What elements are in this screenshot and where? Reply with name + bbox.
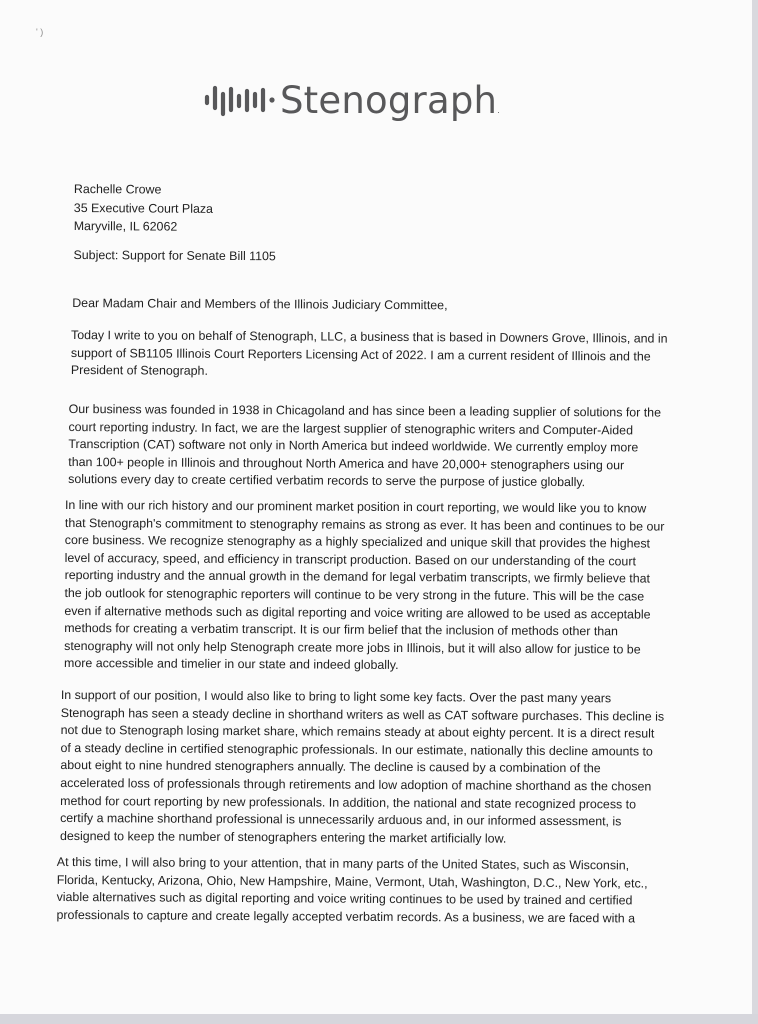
sender-street: 35 Executive Court Plaza — [73, 200, 213, 216]
paragraph-line: the job outlook for stenographic reporters will continue to be very strong in the future. This will be the case — [64, 585, 645, 604]
paragraph-3 — [64, 497, 665, 677]
paragraph-2 — [68, 401, 669, 493]
paragraph-line: reporting industry and the annual growth in the demand for legal verbatim transcripts, we firmly believe that — [64, 568, 651, 586]
paragraph-line: accelerated loss of professionals through retirements and low adoption of machine shorthand as the chosen — [60, 775, 652, 794]
paragraph-line: designed to keep the number of stenographers entering the market artificially low. — [59, 828, 507, 846]
paragraph-5 — [56, 854, 656, 928]
paragraph-line: solutions every day to create certified verbatim records to serve the purpose of justice globally. — [68, 472, 586, 490]
paragraph-line: In line with our rich history and our prominent market position in court reporting, we would like you to know — [64, 497, 647, 516]
paragraph-line: professionals to capture and create legally accepted verbatim records. As a business, we are faced with a — [56, 907, 636, 926]
paragraph-line: Today I write to you on behalf of Stenograph, LLC, a business that is based in Downers Grove, Illinois, and in — [71, 327, 668, 346]
paragraph-4 — [59, 687, 665, 849]
paragraph-line: Stenograph has seen a steady decline in shorthand writers as well as CAT software purchases. This decline is — [60, 705, 665, 724]
paragraph-1 — [71, 327, 671, 383]
paragraph-line: level of accuracy, speed, and efficiency in transcript production. Based on our understanding of the court — [64, 550, 636, 569]
scan-edge-right — [752, 0, 758, 1024]
paragraph-line: more accessible and timelier in our state and indeed globally. — [64, 656, 399, 673]
salutation: Dear Madam Chair and Members of the Illinois Judiciary Committee, — [72, 296, 448, 313]
paragraph-line: of a steady decline in certified stenographic professionals. In our estimate, nationally this decline amounts to — [60, 740, 653, 759]
paragraph-line: President of Stenograph. — [70, 363, 208, 379]
paragraph-line: Our business was founded in 1938 in Chicagoland and has since been a leading supplier of solutions for the — [68, 401, 662, 420]
paragraph-line: methods for creating a verbatim transcript. It is our firm belief that the inclusion of methods other than — [64, 621, 619, 639]
scan-edge-bottom — [0, 1014, 758, 1024]
paragraph-line: court reporting industry. In fact, we are the largest supplier of stenographic writers and Computer-Aided — [68, 419, 634, 438]
paragraph-line: support of SB1105 Illinois Court Reporters Licensing Act of 2022. I am a current resident of Illinois and the — [70, 345, 651, 364]
subject-line: Subject: Support for Senate Bill 1105 — [73, 248, 276, 264]
sender-name: Rachelle Crowe — [73, 182, 162, 197]
paragraph-line: viable alternatives such as digital reporting and voice writing continues to be used by trained and certified — [56, 890, 633, 908]
sender-address — [74, 180, 213, 236]
paragraph-line: core business. We recognize stenography as a highly specialized and unique skill that provides the highest — [64, 533, 651, 551]
paragraph-line: not due to Stenograph losing market share, which remains steady at about eighty percent. It is a direct result — [60, 723, 655, 741]
paragraph-line: Florida, Kentucky, Arizona, Ohio, New Hampshire, Maine, Vermont, Utah, Washington, D.C., New York, etc., — [56, 872, 648, 891]
paragraph-line: certify a machine shorthand professional is unnecessarily arduous and, in our informed assessment, is — [60, 811, 622, 829]
paragraph-line: stenography will not only help Stenograph create more jobs in Illinois, but it will also allow for justice to be — [64, 638, 641, 657]
paragraph-line: Transcription (CAT) software not only in North America but indeed worldwide. We currently employ more — [68, 437, 639, 455]
paragraph-line: In support of our position, I would also like to bring to light some key facts. Over the past many years — [60, 687, 612, 706]
paragraph-line: about eight to nine hundred stenographers annually. The decline is caused by a combination of the — [60, 758, 601, 776]
paragraph-line: than 100+ people in Illinois and throughout North America and have 20,000+ stenographers using our — [68, 454, 625, 473]
paragraph-line: even if alternative methods such as digital reporting and voice writing are allowed to be used as acceptable — [64, 603, 651, 622]
paragraph-line: method for court reporting by new professionals. In addition, the national and state recognized process to — [60, 793, 637, 812]
scan-mark: ' ) — [36, 27, 44, 37]
paragraph-line: that Stenograph's commitment to stenography remains as strong as ever. It has been and continues to be our — [64, 515, 665, 534]
sender-city-state-zip: Maryville, IL 62062 — [73, 219, 178, 234]
paragraph-line: At this time, I will also bring to your attention, that in many parts of the United States, such as Wisconsin, — [56, 854, 630, 873]
brand-name: Stenograph — [280, 78, 498, 122]
registered-mark: . — [497, 105, 500, 115]
